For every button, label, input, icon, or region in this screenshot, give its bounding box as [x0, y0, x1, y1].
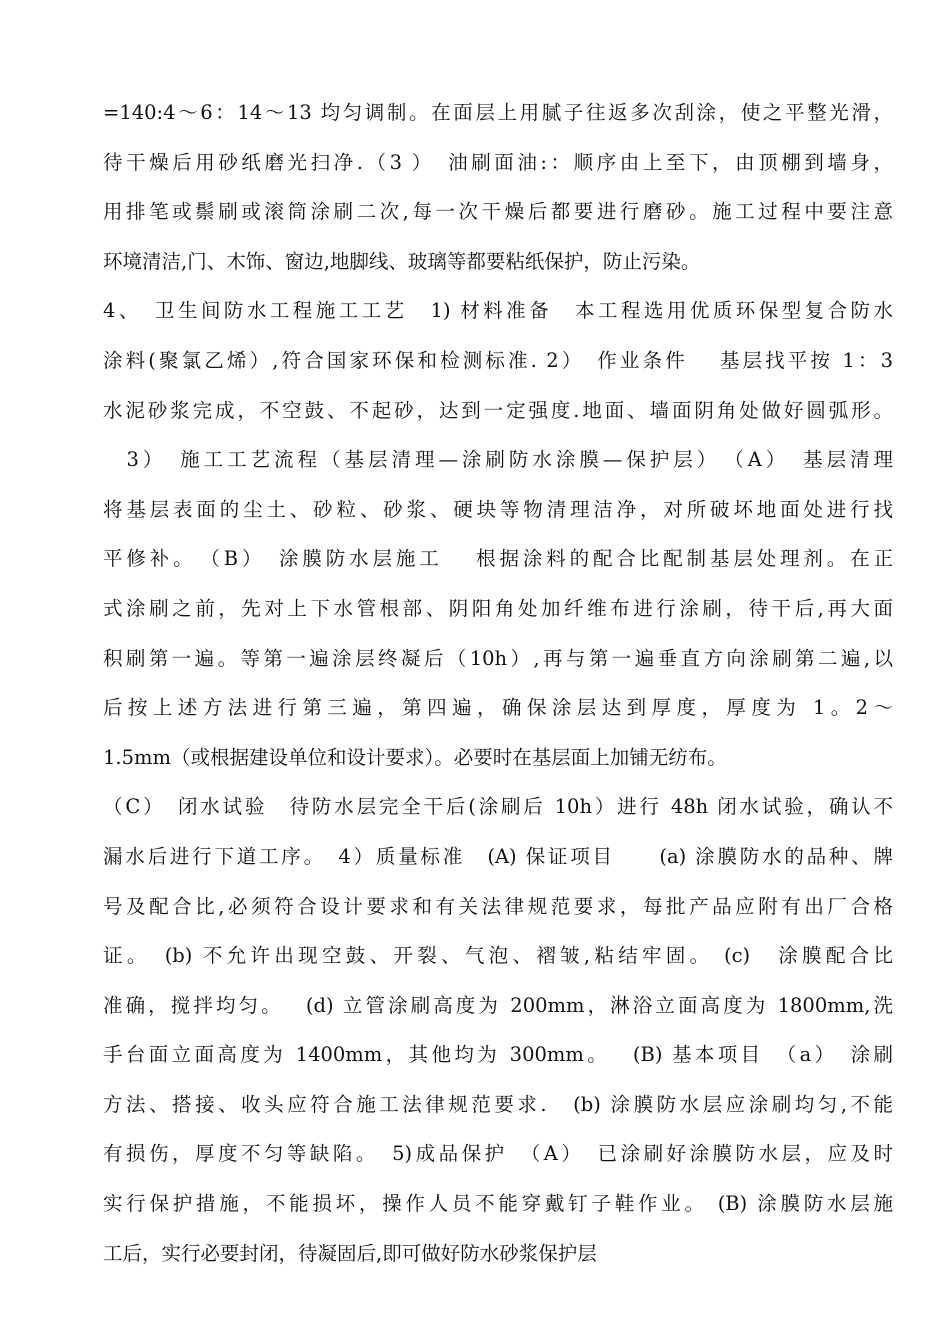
text-line: 后按上述方法进行第三遍，第四遍，确保涂层达到厚度，厚度为 1。2～	[103, 696, 893, 720]
text-line: 工后，实行必要封闭，待凝固后,即可做好防水砂浆保护层	[103, 1241, 597, 1265]
text-line: 手台面立面高度为 1400mm，其他均为 300mm。 (B) 基本项目 （a） 涂刷	[103, 1043, 893, 1067]
text-line: 漏水后进行下道工序。 4）质量标准 (A) 保证项目 (a) 涂膜防水的品种、牌	[103, 844, 893, 868]
text-line: （C） 闭水试验 待防水层完全干后(涂刷后 10h）进行 48h 闭水试验，确认不	[103, 795, 893, 819]
text-line: 涂料(聚氯乙烯）,符合国家环保和检测标准. 2） 作业条件 基层找平按 1：3	[103, 348, 893, 372]
text-line: 实行保护措施，不能损坏，操作人员不能穿戴钉子鞋作业。 (B) 涂膜防水层施	[103, 1192, 893, 1216]
text-line: =140:4～6：14～13 均匀调制。在面层上用腻子往返多次刮涂，使之平整光滑，	[103, 101, 893, 124]
text-line: 证。 (b) 不允许出现空鼓、开裂、气泡、褶皱,粘结牢固。 (c) 涂膜配合比	[103, 944, 893, 968]
text-line: 平修补。 （B） 涂膜防水层施工 根据涂料的配合比配制基层处理剂。在正	[103, 547, 893, 571]
text-line: 号及配合比,必须符合设计要求和有关法律规范要求，每批产品应附有出厂合格	[103, 894, 893, 918]
text-line: 用排笔或鬃刷或滚筒涂刷二次,每一次干燥后都要进行磨砂。施工过程中要注意	[103, 200, 893, 224]
text-line: 水泥砂浆完成，不空鼓、不起砂，达到一定强度.地面、墙面阴角处做好圆弧形。	[103, 398, 893, 422]
text-line: 方法、搭接、收头应符合施工法律规范要求. (b) 涂膜防水层应涂刷均匀,不能	[103, 1092, 893, 1116]
text-line: 准确，搅拌均匀。 (d) 立管涂刷高度为 200mm，淋浴立面高度为 1800mm,洗	[103, 993, 893, 1017]
text-line: 将基层表面的尘土、砂粒、砂浆、硬块等物清理洁净，对所破坏地面处进行找	[103, 497, 893, 521]
text-line: 1.5mm（或根据建设单位和设计要求）。必要时在基层面上加铺无纺布。	[103, 745, 727, 769]
text-line: 积刷第一遍。等第一遍涂层终凝后（10h）,再与第一遍垂直方向涂刷第二遍,以	[103, 646, 893, 670]
text-line: 4、 卫生间防水工程施工工艺 1) 材料准备 本工程选用优质环保型复合防水	[103, 299, 893, 323]
text-line: 待干燥后用砂纸磨光扫净.（3 ） 油刷面油:：顺序由上至下，由顶棚到墙身，	[103, 150, 893, 174]
body-text	[103, 88, 893, 1278]
text-line: 3） 施工工艺流程（基层清理—涂刷防水涂膜—保护层） （A） 基层清理	[103, 448, 893, 472]
text-line: 有损伤，厚度不匀等缺陷。 5)成品保护 （A） 已涂刷好涂膜防水层，应及时	[103, 1142, 893, 1166]
text-line: 环境清洁,门、木饰、窗边,地脚线、玻璃等都要粘纸保护，防止污染。	[103, 249, 701, 273]
text-line: 式涂刷之前，先对上下水管根部、阴阳角处加纤维布进行涂刷，待干后,再大面	[103, 596, 893, 620]
